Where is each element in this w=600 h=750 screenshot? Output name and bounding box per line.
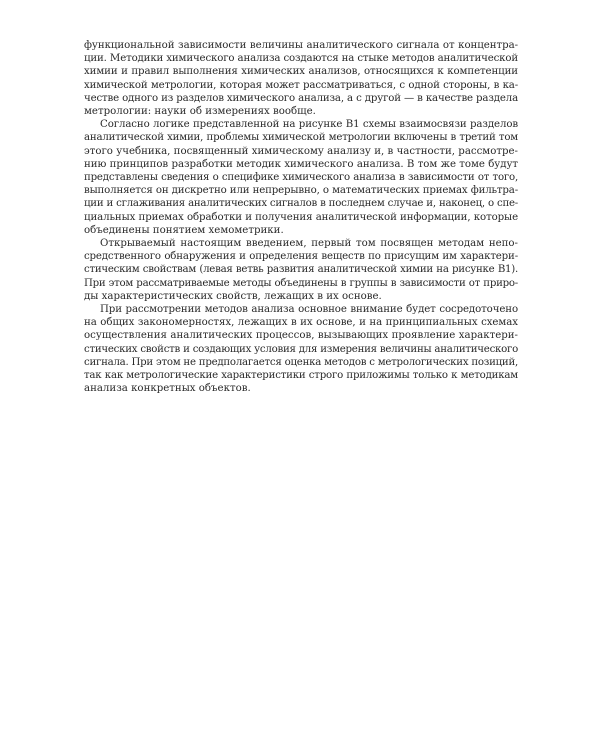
body-text bbox=[84, 39, 518, 395]
paragraph bbox=[84, 303, 518, 395]
text-line: функциональной зависимости величины аналитического сигнала от концентра- bbox=[84, 40, 518, 51]
text-line: представлены сведения о специфике химического анализа в зависимости от того, bbox=[84, 172, 518, 184]
text-line: ции и сглаживания аналитических сигналов в последнем случае и, наконец, о спе- bbox=[84, 198, 518, 210]
text-line: осуществления аналитических процессов, вызывающих проявление характери- bbox=[84, 330, 518, 342]
text-line: циальных приемах обработки и получения аналитической информации, которые bbox=[84, 211, 518, 223]
text-line: стическим свойствам (левая ветвь развития аналитической химии на рисунке В1). bbox=[84, 264, 518, 276]
paragraph bbox=[84, 237, 518, 303]
text-line: нию принципов разработки методик химического анализа. В том же томе будут bbox=[84, 158, 518, 170]
text-line: объединены понятием хемометрики. bbox=[84, 224, 284, 236]
text-line: ции. Методики химического анализа создаются на стыке методов аналитической bbox=[84, 53, 518, 65]
text-line: на общих закономерностях, лежащих в их основе, и на принципиальных схемах bbox=[84, 317, 518, 329]
text-line: Согласно логике представленной на рисунке В1 схемы взаимосвязи разделов bbox=[100, 119, 518, 131]
text-line: выполняется он дискретно или непрерывно, о математических приемах фильтра- bbox=[84, 185, 518, 197]
paragraph bbox=[84, 39, 518, 118]
text-line: химической метрологии, которая может рассматриваться, с одной стороны, в ка- bbox=[84, 79, 518, 91]
text-line: анализа конкретных объектов. bbox=[84, 383, 251, 395]
text-line: стических свойств и создающих условия для измерения величины аналитического bbox=[84, 343, 518, 355]
text-line: так как метрологические характеристики строго приложимы только к методикам bbox=[84, 370, 518, 382]
text-line: метрологии: науки об измерениях вообще. bbox=[84, 106, 316, 118]
text-line: аналитической химии, проблемы химической метрологии включены в третий том bbox=[84, 132, 518, 144]
text-line: сигнала. При этом не предполагается оценка методов с метрологических позиций, bbox=[84, 356, 518, 368]
text-line: честве одного из разделов химического анализа, а с другой — в качестве раздела bbox=[84, 92, 518, 104]
text-line: химии и правил выполнения химических анализов, относящихся к компетенции bbox=[84, 66, 518, 78]
text-line: средственного обнаружения и определения веществ по присущим им характери- bbox=[84, 251, 518, 263]
text-line: ды характеристических свойств, лежащих в их основе. bbox=[84, 290, 382, 302]
text-line: этого учебника, посвященный химическому анализу и, в частности, рассмотре- bbox=[84, 145, 518, 157]
text-line: При рассмотрении методов анализа основное внимание будет сосредоточено bbox=[100, 304, 518, 316]
paragraph bbox=[84, 118, 518, 237]
text-line: При этом рассматриваемые методы объединены в группы в зависимости от приро- bbox=[84, 277, 518, 289]
text-line: Открываемый настоящим введением, первый том посвящен методам непо- bbox=[100, 238, 518, 250]
